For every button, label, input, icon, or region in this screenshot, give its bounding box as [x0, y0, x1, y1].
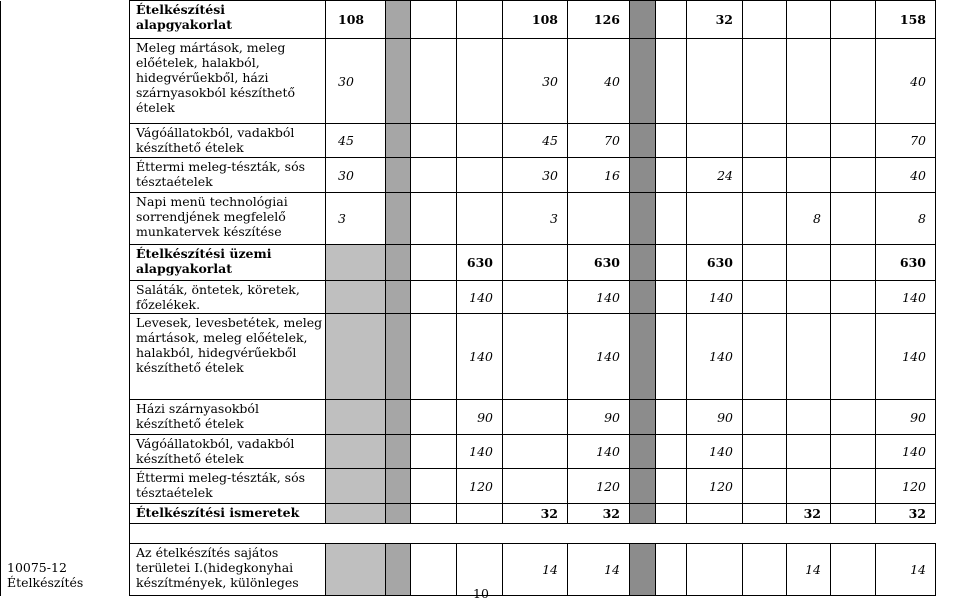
value-cell: 120: [457, 469, 503, 504]
table-row: [1, 124, 936, 158]
value-cell: 32: [687, 1, 743, 39]
value-cell: 140: [457, 314, 503, 400]
value-cell: 30: [326, 158, 386, 193]
value-cell: 14: [568, 544, 630, 596]
row-label: Vágóállatokból, vadakból készíthető ételek: [130, 124, 326, 158]
value-cell: 14: [787, 544, 831, 596]
row-label: Az ételkészítés sajátos területei I.(hidegkonyhai készítmények, különleges: [130, 544, 326, 596]
value-cell: 70: [568, 124, 630, 158]
table-row: [1, 158, 936, 193]
value-cell: 40: [568, 39, 630, 124]
row-label: Meleg mártások, meleg előételek, halakból, hidegvérűekből, házi szárnyasokból készíthető ételek: [130, 39, 326, 124]
value-cell: 90: [687, 400, 743, 435]
value-cell: 140: [568, 314, 630, 400]
value-cell: 14: [503, 544, 568, 596]
value-cell: 32: [503, 504, 568, 524]
table-row: [1, 39, 936, 124]
value-cell: 40: [876, 158, 936, 193]
value-cell: 140: [687, 435, 743, 469]
value-cell: 32: [568, 504, 630, 524]
row-label: Vágóállatokból, vadakból készíthető ételek: [130, 435, 326, 469]
value-cell: 140: [687, 281, 743, 314]
value-cell: 120: [876, 469, 936, 504]
value-cell: 32: [876, 504, 936, 524]
value-cell: 140: [876, 435, 936, 469]
value-cell: 40: [876, 39, 936, 124]
value-cell: 24: [687, 158, 743, 193]
value-cell: 630: [876, 245, 936, 281]
value-cell: 140: [687, 314, 743, 400]
value-cell: 126: [568, 1, 630, 39]
value-cell: 140: [568, 281, 630, 314]
value-cell: 3: [326, 193, 386, 245]
value-cell: 630: [687, 245, 743, 281]
value-cell: 16: [568, 158, 630, 193]
table-row: [1, 1, 936, 39]
row-label: Saláták, öntetek, köretek, főzelékek.: [130, 281, 326, 314]
value-cell: 140: [457, 435, 503, 469]
value-cell: 140: [457, 281, 503, 314]
row-label: Ételkészítési üzemi alapgyakorlat: [130, 245, 326, 281]
table-row: [1, 245, 936, 281]
table-row: [1, 400, 936, 435]
value-cell: 45: [503, 124, 568, 158]
table-row: [1, 544, 936, 596]
row-label: Levesek, levesbetétek, meleg mártások, meleg előételek, halakból, hidegvérűekből készíthető ételek: [130, 314, 326, 400]
module-title: Ételkészítés: [7, 574, 84, 590]
row-label: Napi menü technológiai sorrendjének megfelelő munkatervek készítése: [130, 193, 326, 245]
row-label: Ételkészítési ismeretek: [130, 504, 326, 524]
table-row: [1, 193, 936, 245]
value-cell: 30: [503, 158, 568, 193]
value-cell: 32: [787, 504, 831, 524]
table-row: [1, 469, 936, 504]
row-label: Éttermi meleg-tészták, sós tésztaételek: [130, 469, 326, 504]
value-cell: 140: [876, 314, 936, 400]
page-number: 10: [473, 586, 489, 601]
value-cell: 108: [503, 1, 568, 39]
value-cell: 120: [687, 469, 743, 504]
value-cell: 140: [876, 281, 936, 314]
value-cell: 45: [326, 124, 386, 158]
row-label: Ételkészítési alapgyakorlat: [130, 1, 326, 39]
table-row: [1, 314, 936, 400]
value-cell: 8: [876, 193, 936, 245]
value-cell: 158: [876, 1, 936, 39]
value-cell: 90: [876, 400, 936, 435]
table-row: [1, 435, 936, 469]
module-cell: [1, 1, 130, 596]
value-cell: 630: [457, 245, 503, 281]
value-cell: 8: [787, 193, 831, 245]
value-cell: 140: [568, 435, 630, 469]
row-label: Éttermi meleg-tészták, sós tésztaételek: [130, 158, 326, 193]
value-cell: 3: [503, 193, 568, 245]
row-label: Házi szárnyasokból készíthető ételek: [130, 400, 326, 435]
table-row: [1, 281, 936, 314]
module-code: 10075-12: [7, 559, 67, 575]
value-cell: 70: [876, 124, 936, 158]
table-row: [1, 504, 936, 524]
value-cell: 90: [457, 400, 503, 435]
value-cell: 14: [876, 544, 936, 596]
value-cell: 30: [503, 39, 568, 124]
value-cell: 108: [326, 1, 386, 39]
value-cell: 90: [568, 400, 630, 435]
value-cell: 630: [568, 245, 630, 281]
value-cell: 120: [568, 469, 630, 504]
value-cell: 30: [326, 39, 386, 124]
